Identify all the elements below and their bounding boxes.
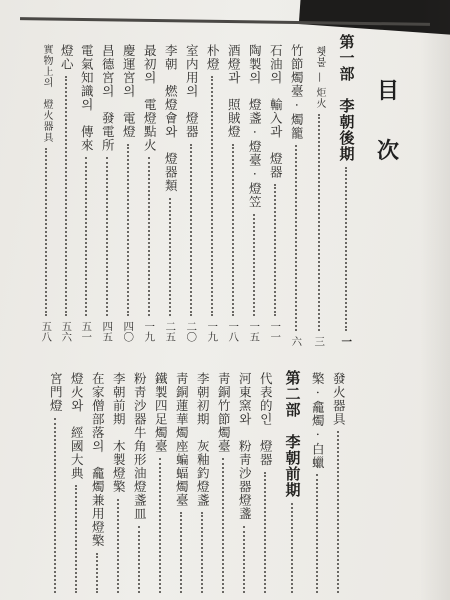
entry-label: 酒燈과 照賊燈 <box>226 44 242 139</box>
toc-entry <box>234 372 254 598</box>
entry-label: 陶製의 燈盞 · 燈臺 · 燈笠 <box>247 44 263 209</box>
leader-dots <box>75 485 77 593</box>
leader-dots <box>337 431 339 593</box>
toc-entry <box>255 372 275 598</box>
entry-label: 朴燈 <box>205 44 221 71</box>
leader-dots <box>127 144 129 317</box>
leader-dots <box>243 526 245 594</box>
entry-label: 石油의 輸入과 燈器 <box>268 44 284 179</box>
toc-entry <box>118 44 138 342</box>
leader-dots <box>222 458 224 593</box>
part2-heading: 第二部 李朝前期 <box>283 370 302 498</box>
part1-heading-row <box>336 34 356 346</box>
leader-dots <box>345 167 347 331</box>
entry-label: 李朝初期 灰釉釣燈盞 <box>195 372 211 507</box>
toc-entry <box>181 44 201 342</box>
entry-page: 一八 <box>227 321 240 342</box>
entry-label: 昌德宮의 發電所 <box>100 44 116 152</box>
entry-page: 三 <box>313 335 326 346</box>
entry-label: 慶運宮의 電燈 <box>121 44 137 139</box>
entry-label: 實物上의 燈火器具 <box>41 44 52 143</box>
entry-label: 室内用의 燈器 <box>184 44 200 139</box>
leader-dots <box>201 512 203 593</box>
entry-page: 一九 <box>143 321 156 342</box>
leader-dots <box>106 157 108 316</box>
entry-label: 最初의 電燈點火 <box>142 44 158 152</box>
leader-dots <box>316 474 318 593</box>
leader-dots <box>65 76 67 316</box>
toc-entry <box>213 372 233 598</box>
entry-page: 六 <box>290 335 303 346</box>
entry-page: 四五 <box>101 321 114 342</box>
toc-entry <box>202 44 222 342</box>
toc-title <box>368 80 408 162</box>
entry-label: 竹節燭臺 · 燭籠 <box>289 44 305 140</box>
leader-dots <box>211 76 213 316</box>
entry-label: 宮門燈 <box>48 372 64 413</box>
leader-dots <box>148 157 150 316</box>
toc-entry <box>66 372 86 598</box>
leader-dots <box>295 145 297 331</box>
entry-label: 發火器具 <box>331 372 347 426</box>
entry-label: 電氣知識의 傳來 <box>79 44 95 152</box>
entry-label: 粉靑沙器牛角形油燈盞皿 <box>132 372 148 521</box>
entry-label: 在家僧部落의 龕燭兼用燈檠 <box>90 372 106 548</box>
part1-heading: 第一部 李朝後期 <box>337 34 356 162</box>
leader-dots <box>85 157 87 316</box>
toc-entry <box>76 44 96 342</box>
toc-entry <box>129 372 149 598</box>
entry-label: 횃불 — 炬火 <box>314 46 325 110</box>
entry-page: 一九 <box>206 321 219 342</box>
leader-dots <box>180 512 182 593</box>
toc-entry <box>87 372 107 598</box>
leader-dots <box>169 198 171 317</box>
toc-entry <box>171 372 191 598</box>
leader-dots <box>318 114 320 330</box>
toc-entry <box>223 44 243 342</box>
leader-dots <box>253 214 255 316</box>
leader-dots <box>96 553 98 594</box>
entry-page: 五一 <box>80 321 93 342</box>
entry-page: 五八 <box>40 321 53 342</box>
entry-label: 燈心 <box>59 44 75 71</box>
toc-entry <box>45 372 65 598</box>
toc-entry <box>160 44 180 342</box>
entry-page: 二〇 <box>185 321 198 342</box>
entry-label: 代表的인 燈器 <box>258 372 274 467</box>
entry-label: 靑銅蓮華燭座蝙蝠燭臺 <box>174 372 190 507</box>
part2-heading-row <box>282 370 302 598</box>
toc-entry <box>307 372 327 598</box>
entry-label: 鐵製四足燭臺 <box>153 372 169 453</box>
toc-entry <box>309 46 329 346</box>
leader-dots <box>45 148 47 316</box>
leader-dots <box>264 472 266 594</box>
toc-entry <box>139 44 159 342</box>
entry-label: 河東窯와 粉靑沙器燈盞 <box>237 372 253 521</box>
leader-dots <box>117 499 119 594</box>
entry-label: 檠 · 龕燭 · 白蠟 <box>310 372 326 470</box>
entry-page: 二五 <box>164 321 177 342</box>
toc-title-char-2: 次 <box>376 138 399 164</box>
toc-entry <box>150 372 170 598</box>
toc-entry <box>244 44 264 342</box>
part1-page: 一 <box>340 335 353 346</box>
page-margin-shade <box>420 0 450 600</box>
toc-title-char-1: 目 <box>376 78 399 104</box>
entry-page: 一五 <box>248 321 261 342</box>
entry-label: 李朝 燃燈會와 燈器類 <box>163 44 179 193</box>
toc-entry <box>108 372 128 598</box>
toc-entry <box>286 44 306 346</box>
leader-dots <box>190 144 192 317</box>
entry-label: 靑銅竹節燭臺 <box>216 372 232 453</box>
entry-label: 燈火와 經國大典 <box>69 372 85 480</box>
toc-entry <box>36 44 56 342</box>
toc-entry <box>328 372 348 598</box>
leader-dots <box>232 144 234 317</box>
toc-entry <box>265 44 285 342</box>
leader-dots <box>291 503 293 593</box>
toc-entry <box>97 44 117 342</box>
toc-entry <box>56 44 76 342</box>
leader-dots <box>159 458 161 593</box>
toc-entry <box>192 372 212 598</box>
entry-label: 李朝前期 木製燈檠 <box>111 372 127 494</box>
leader-dots <box>138 526 140 594</box>
leader-dots <box>274 184 276 316</box>
leader-dots <box>54 418 56 594</box>
entry-page: 四〇 <box>122 321 135 342</box>
entry-page: 五六 <box>60 321 73 342</box>
entry-page: 一一 <box>269 321 282 342</box>
